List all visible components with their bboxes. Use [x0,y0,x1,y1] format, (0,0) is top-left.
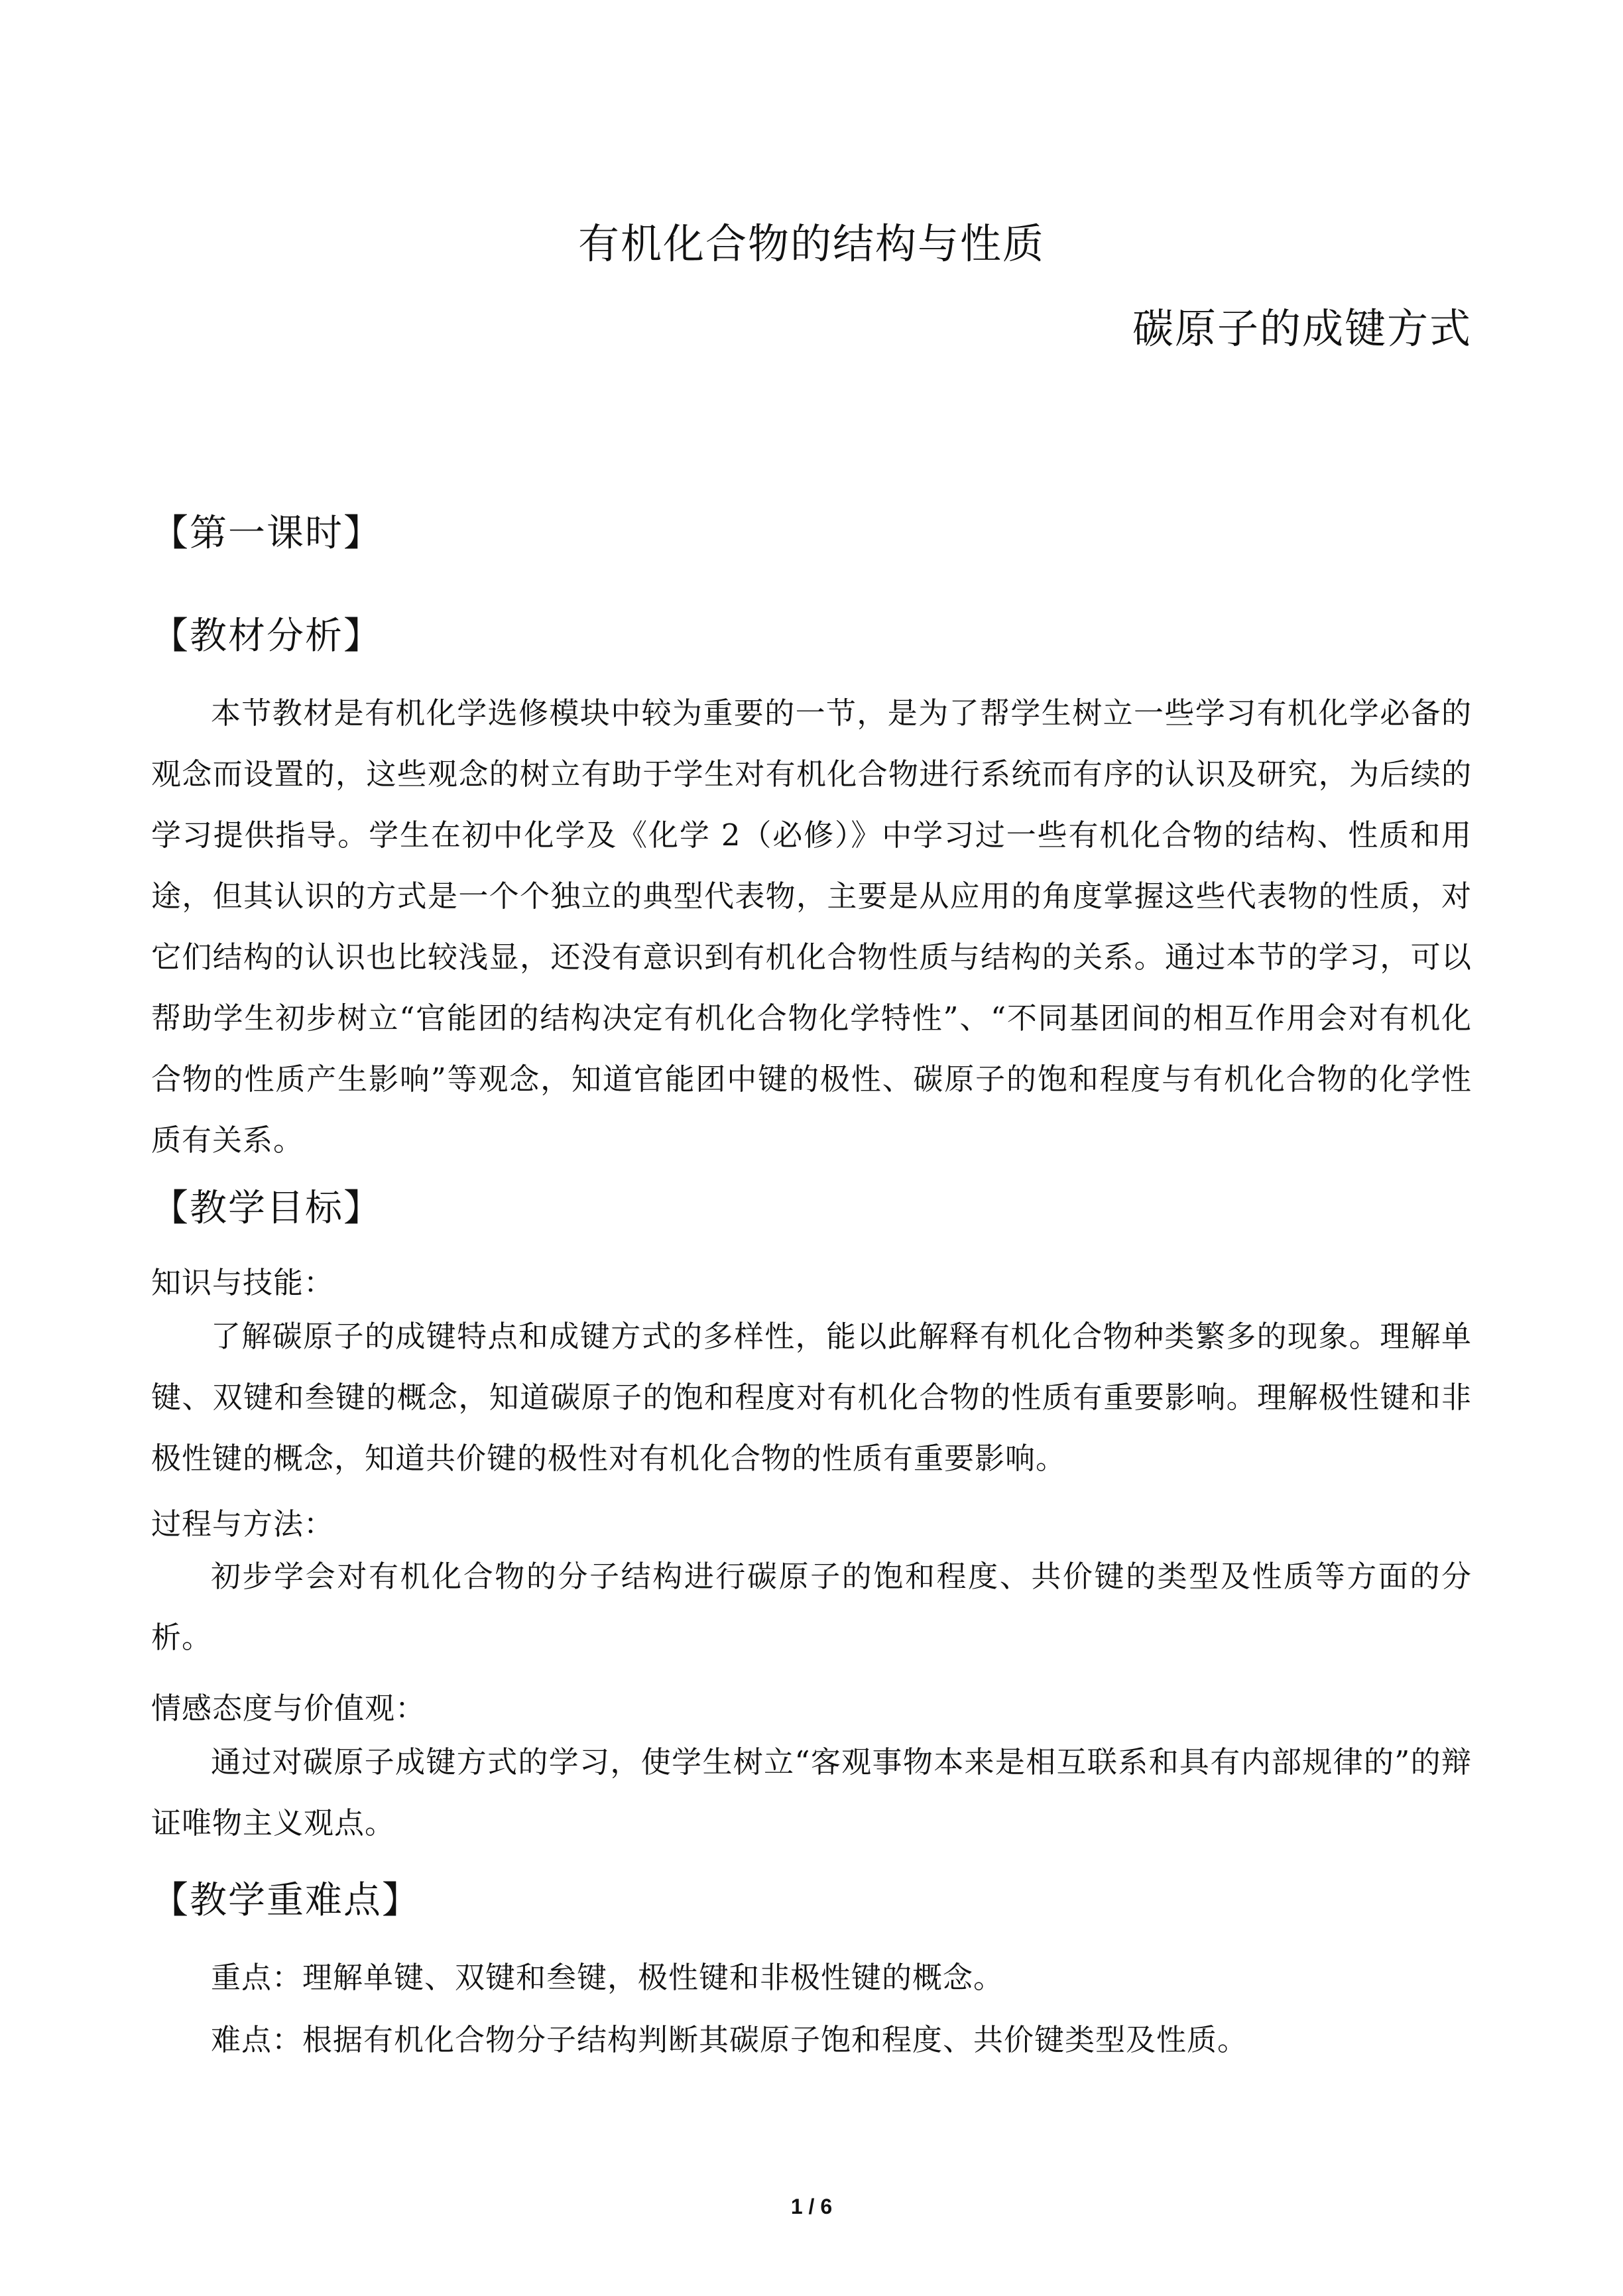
difficult-point: 难点：根据有机化合物分子结构判断其碳原子饱和程度、共价键类型及性质。 [211,2022,1248,2057]
process-paragraph: 初步学会对有机化合物的分子结构进行碳原子的饱和程度、共价键的类型及性质等方面的分析。 [151,1559,1472,1655]
lesson-heading: 【第一课时】 [151,512,382,555]
document-subtitle: 碳原子的成键方式 [1132,304,1472,353]
attitude-paragraph: 通过对碳原子成键方式的学习，使学生树立“客观事物本来是相互联系和具有内部规律的”的辩证唯物主义观点。 [151,1744,1472,1841]
process-label: 过程与方法： [151,1506,335,1541]
analysis-paragraph: 本节教材是有机化学选修模块中较为重要的一节，是为了帮学生树立一些学习有机化学必备的观念而设置的，这些观念的树立有助于学生对有机化合物进行系统而有序的认识及研究，为后续的学习提供指导。学生在初中化学及《化学 2（必修）》中学习过一些有机化合物的结构、性质和用途，但其认识的方式是一个个独立的典型代表物，主要是从应用的角度掌握这些代表物的性质，对它们结构的认识也比较浅显，还没有意识到有机化合物性质与结构的关系。通过本节的学习，可以帮助学生初步树立“官能团的结构决定有机化合物化学特性”、“不同基团间的相互作用会对有机化合物的性质产生影响”等观念，知道官能团中键的极性、碳原子的饱和程度与有机化合物的化学性质有关系。 [151,695,1472,1158]
key-point: 重点：理解单键、双键和叁键，极性键和非极性键的概念。 [211,1960,1004,1995]
objectives-heading: 【教学目标】 [151,1187,382,1230]
analysis-heading: 【教材分析】 [151,615,382,658]
attitude-label: 情感态度与价值观： [151,1691,426,1726]
document-title: 有机化合物的结构与性质 [577,219,1045,268]
page-number: 1 / 6 [790,2195,833,2218]
knowledge-label: 知识与技能： [151,1265,335,1300]
knowledge-paragraph: 了解碳原子的成键特点和成键方式的多样性，能以此解释有机化合物种类繁多的现象。理解单键、双键和叁键的概念，知道碳原子的饱和程度对有机化合物的性质有重要影响。理解极性键和非极性键的概念，知道共价键的极性对有机化合物的性质有重要影响。 [151,1319,1472,1476]
key-points-heading: 【教学重难点】 [151,1879,420,1922]
